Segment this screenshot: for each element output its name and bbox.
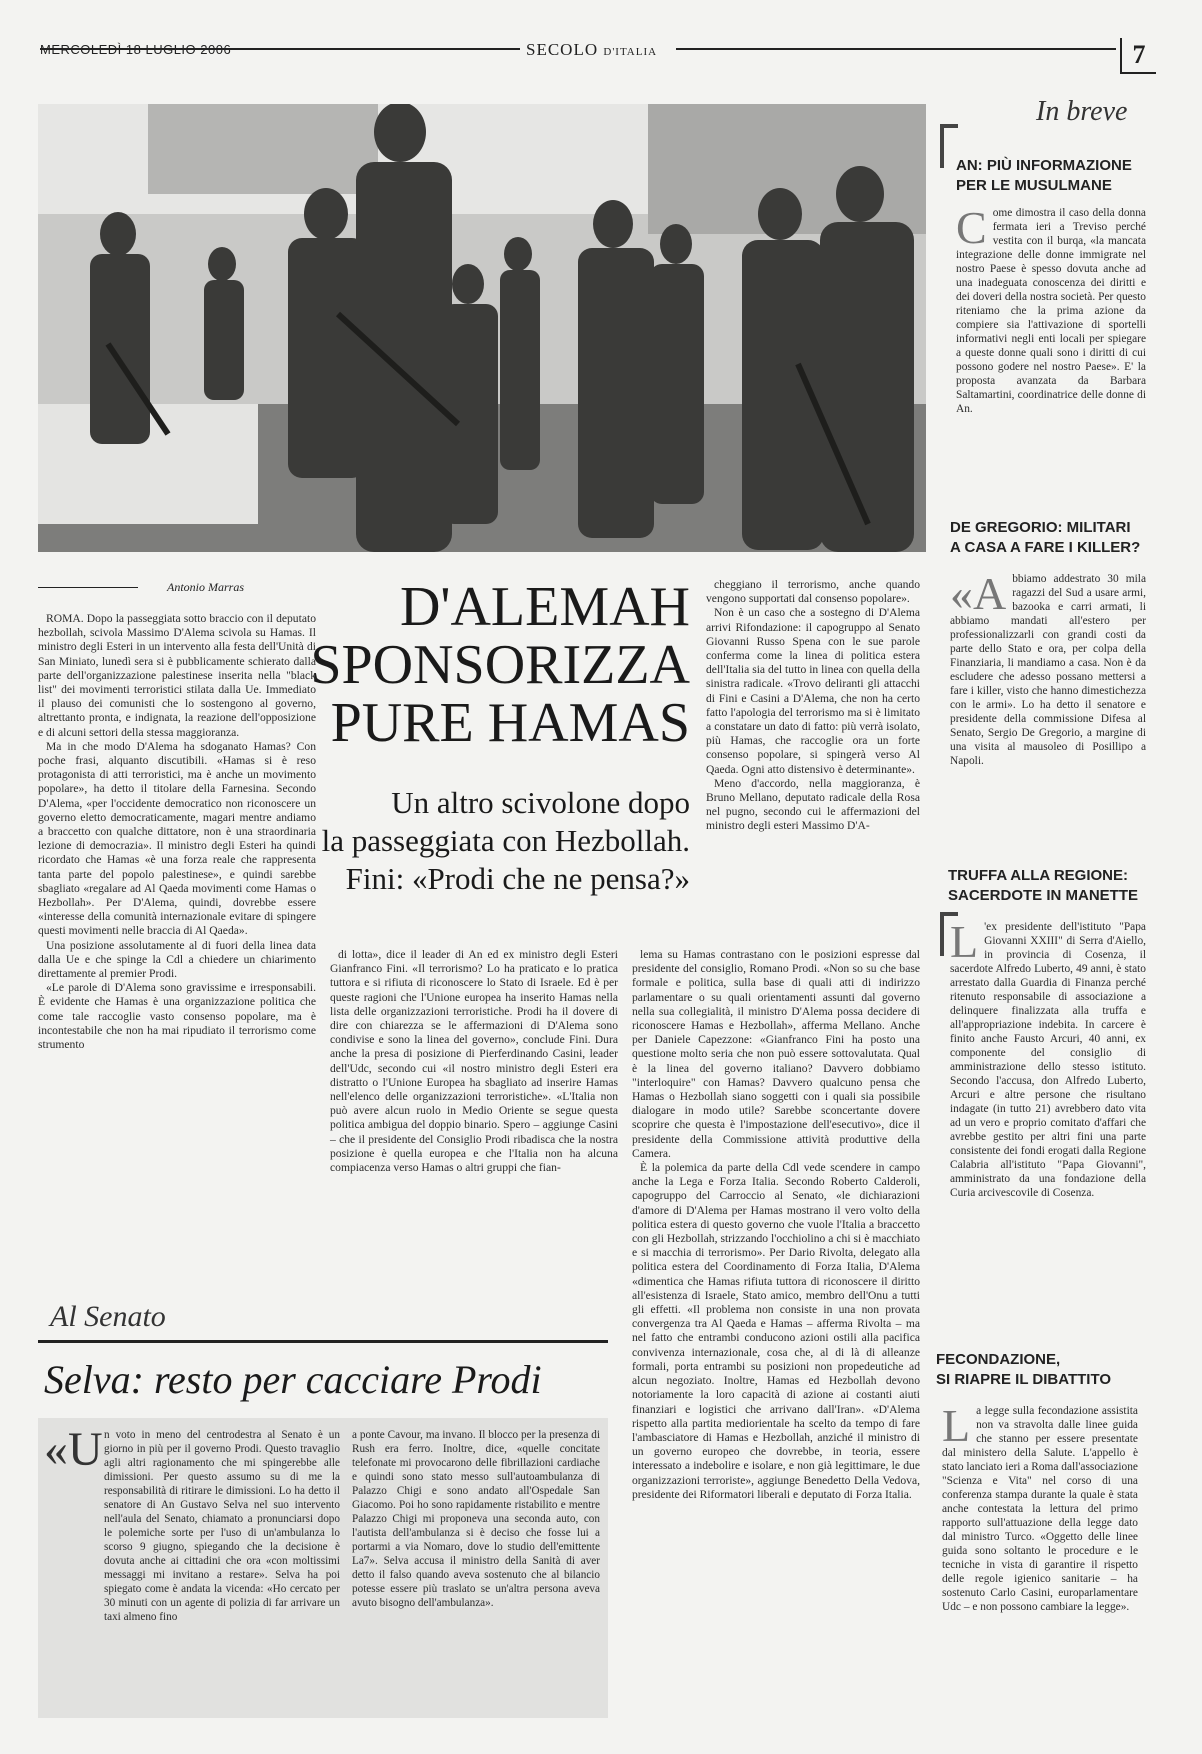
article-column-3-top [706, 578, 920, 834]
article-paragraph: «Le parole di D'Alema sono gravissime e irresponsabili. È evidente che Hamas è una organizzazione politica che come tale raccoglie vasto consenso popolare, ma è incontestabile che non ha mai ripudiato il terrorismo come strumento [38, 981, 316, 1052]
sidebar-heading [936, 1350, 1150, 1390]
newspaper-name-small: D'ITALIA [603, 46, 658, 58]
senato-headline: Selva: resto per cacciare Prodi [44, 1357, 542, 1402]
subhead-line: la passeggiata con Hezbollah. [321, 823, 690, 858]
sidebar-heading [950, 518, 1164, 558]
sidebar-paragraph: ome dimostra il caso della donna fermata ieri a Treviso perché vestita con il burqa, «la mancata integrazione delle donne immigrate nel nostro Paese è spesso dovuta anche ad una inadeguata conoscenza dei diritti e dei doveri della nostra società. Per questo riteniamo che la prima azione da compiere sia l'attivazione di sportelli informativi negli enti locali per spiegare a queste donne quali sono i diritti di cui possono godere nel nostro Paese». E' la proposta avanzata da Barbara Saltamartini, coordinatrice delle donne di An. [956, 207, 1146, 415]
article-subhead [250, 784, 690, 898]
sidebar-heading-line: A CASA A FARE I KILLER? [950, 539, 1141, 556]
issue-date: MERCOLEDÌ 18 LUGLIO 2006 [40, 42, 232, 57]
article-paragraph: Una posizione assolutamente al di fuori della linea data dalla Ue e che spinge la Cdl a chiedere un chiarimento direttamente al premier Prodi. [38, 938, 316, 981]
headline-line: D'ALEMAH [399, 576, 690, 638]
senato-column-2: a ponte Cavour, ma invano. Il blocco per la presenza di Rush era ferro. Inoltre, dice, «quelle concitate telefonate mi provocarono delle fibrillazioni cardiache e quindi sono stato messo sull'autoambulanza di Palazzo Chigi e sono andato all'Ospedale San Giacomo. Poi ho sono rapidamente ristabilito e mentre Palazzo Chigi mi proponeva una seconda auto, con l'autista dell'ambulanza si è deciso che fosse lui a portarmi a via Nomaro, dove lo studio dell'emittente La7». Selva accusa il ministro della Sanità di aver detto il falso quando aveva sostenuto che al bilancio potesse essere più traslato se un'altra persona aveva avuto bisogno dell'ambulanza». [352, 1429, 600, 1609]
article-paragraph: Non è un caso che a sostegno di D'Alema arrivi Rifondazione: il capogruppo al Senato Giovanni Russo Spena con le sue parole conferma come la linea di politica estera dell'Italia sia del tutto in linea con quella della sinistra radicale. «Trovo deliranti gli attacchi di Fini e Casini a D'Alema, che non ha certo fatto l'apologia del terrorismo ma si è limitato a constatare un dato di fatto: più verrà isolato, più Hamas, che raccoglie ora un forte consenso popolare, si spingerà verso Al Qaeda. Ogni atto distensivo è determinante». [706, 606, 920, 776]
sidebar-heading-line: SACERDOTE IN MANETTE [948, 887, 1139, 904]
article-column-3 [632, 948, 920, 1502]
senato-column-1: n voto in meno del centrodestra al Senato è un giorno in più per il governo Prodi. Questo travaglio agli altri ragionamento che mi spingerebbe alle dimissioni. Per questo assumo su di me la responsabilità di ritirare le dimissioni. Lo ha detto il senatore di An Gustavo Selva nel suo intervento nell'aula del Senato, chiamato a pronunciarsi dopo le polemiche sorte per l'uso di un'ambulanza lo scorso 9 giugno, spiegando che la decisione è dovuta anche ai cittadini che ora «con moltissimi messaggi mi invitano a restare». Selva ha poi spiegato come è andata la vicenda: «Ho cercato per 30 minuti con un agente di polizia di far arrivare un taxi almeno fino [104, 1429, 340, 1623]
news-photo [38, 104, 926, 552]
page-number: 7 [1120, 38, 1156, 74]
sidebar-paragraph: bbiamo addestrato 30 mila ragazzi del Sud a usare armi, bazooka e carri armati, li abbiamo mandati all'estero per professionalizzarli con grandi costi da parte dello Stato e ora, per colpa della Finanziaria, li mandiamo a casa. Non è da escludere che adesso possano mettersi a fare i killer, visto che hanno dimestichezza con le armi». Lo ha detto il senatore e presidente della commissione Difesa al Senato, Sergio De Gregorio, a margine di una visita al mausoleo di Posillipo a Napoli. [950, 573, 1146, 767]
article-column-1 [38, 612, 316, 1052]
article-byline: Antonio Marras [38, 580, 244, 595]
sidebar-title: In breve [1036, 96, 1128, 127]
senato-section-label: Al Senato [50, 1300, 166, 1333]
sidebar-heading-line: DE GREGORIO: MILITARI [950, 519, 1131, 536]
article-column-2 [330, 948, 618, 1175]
article-headline [290, 578, 690, 752]
sidebar-heading-line: AN: PIÙ INFORMAZIONE [956, 157, 1132, 174]
article-paragraph: È la polemica da parte della Cdl vede scendere in campo anche la Lega e Forza Italia. Secondo Roberto Calderoli, capogruppo del Carroccio al Senato, «le dichiarazioni d'amore di D'Alema per Hamas mostrano il vero volto della politica estera di questo governo che vuole l'Italia a braccetto con gli Hezbollah, strizzando l'occhiolino a chi si è macchiato e si macchia di terrorismo». Per Dario Rivolta, delegato alla politica estera del Coordinamento di Forza Italia, D'Alema «dimentica che Hamas rifiuta tuttora di riconoscere il diritto all'esistenza di Israele, Stato amico, membro dell'Onu a tutti gli effetti. «Il problema non consiste in una non provata convergenza tra Al Qaeda e Hamas – afferma Rivolta – ma nel fatto che entrambi conducono azioni ostili alla pacifica convivenza internazionale, cosa che, al di là di alleanze formali, porta entrambi su posizioni non propedeutiche ad alcun negoziato. Inoltre, Hamas ed Hezbollah devono notoriamente la loro capacità di azione ai costanti aiuti finanziari e logistici che arrivano dall'Iran». «D'Alema rispetto alla partita mediorientale ha scelto da tempo di fare l'ambasciatore di Hamas e Hezbollah, anziché il ministro di un governo europeo che dovrebbe, in teoria, essere interessato a indebolire e isolare, e non già legittimare, le due organizzazioni terroriste», aggiunge Benedetto Della Vedova, presidente dei Riformatori liberali e deputato di Forza Italia. [632, 1161, 920, 1501]
senato-rule [38, 1340, 608, 1343]
sidebar-heading-line: PER LE MUSULMANE [956, 177, 1112, 194]
sidebar-item-text [942, 1404, 1138, 1744]
sidebar-item-text [950, 920, 1146, 1328]
militants-photo-illustration [38, 104, 926, 552]
article-paragraph: ROMA. Dopo la passeggiata sotto braccio con il deputato hezbollah, scivola Massimo D'Alema scivola su Hamas. Il ministro degli Esteri in un intervento alla festa dell'Unità di San Miniato, lunedì sera si è pubblicamente schierato dalla parte dell'organizzazione palestinese inserita nella "black list" dei movimenti terroristici stilata dalla Ue. Immediato il plauso dei comunisti che lo sostengono al governo, altrettanto pronta, e indignata, la reazione dell'opposizione e di alcuni settori della stessa maggioranza. [38, 612, 316, 739]
article-paragraph: di lotta», dice il leader di An ed ex ministro degli Esteri Gianfranco Fini. «Il terrorismo? Lo ha praticato e lo pratica tuttora e si rifiuta di riconoscere lo Stato di Israele. Ed è per queste ragioni che l'Unione europea ha inserito Hamas nella lista delle organizzazioni terroristiche. Prodi ha il dovere di dire con chiarezza se le affermazioni di D'Alema sono condivise e sono la linea del governo», conclude Fini. Dura anche la presa di posizione di Pierferdinando Casini, leader dell'Udc, secondo cui «il nostro ministro degli Esteri era distratto o l'Unione Europea ha sbagliato ad inserire Hamas nell'elenco delle organizzazioni terroristiche». «L'Italia non può avere alcun ruolo in Medio Oriente se segue questa politica ambigua del doppio binario. Spero – aggiunge Casini – che il presidente del Consiglio Prodi ribadisca che la nostra posizione è quella europea e che l'Italia non ha alcuna compiacenza verso Hamas o altri gruppi che fian- [330, 948, 618, 1175]
article-paragraph: lema su Hamas contrastano con le posizioni espresse dal presidente del consiglio, Romano Prodi. «Non so su che base formale e politica, sulla base di quali atti di indirizzo parlamentare o su quali orientamenti assunti dal governo nella sua collegialità, il ministro D'Alema possa decidere di riconoscere Hamas e Hezbollah», afferma Mellano. Anche per Daniele Capezzone: «Gianfranco Fini ha posto una questione molto seria che non può essere sottovalutata. Qual è la linea del governo italiano? Davvero dobbiamo "interloquire" con Hamas? Davvero qualcuno pensa che Hamas o Hezbollah siano soggetti con i quali sia possibile dialogare in modo utile? Sarebbe sconcertante dovere scoprire che questa è l'impostazione dell'esecutivo», dice il presidente della Commissione attività produttive della Camera. [632, 948, 920, 1160]
dropcap: L [950, 920, 979, 967]
sidebar-heading-line: FECONDAZIONE, [936, 1351, 1061, 1368]
sidebar-paragraph: a legge sulla fecondazione assistita non va stravolta dalle linee guida che stanno per essere presentate dal ministero della Salute. L'appello è stato lanciato ieri a Roma dall'associazione "Scienza e Vita" nel corso di una conferenza stampa durante la quale è stata anche contestata la lettura del primo rapporto sull'attuazione della legge dato dal ministro Turco. «Oggetto delle linee guida sono soltanto le procedure e le tecniche in vista di garantire il rispetto delle regole igienico sanitarie – ha sostenuto Carlo Casini, europarlamentare Udc – e non possono cambiare la legge». [942, 1405, 1138, 1613]
article-paragraph: cheggiano il terrorismo, anche quando vengono supportati dal consenso popolare». [706, 578, 920, 606]
sidebar-item-text [956, 206, 1146, 496]
dropcap: C [956, 206, 987, 253]
subhead-line: Un altro scivolone dopo [391, 785, 690, 820]
sidebar-item-text [950, 572, 1146, 834]
dropcap: L [942, 1404, 971, 1451]
article-paragraph: Ma in che modo D'Alema ha sdoganato Hamas? Con poche frasi, alquanto discutibili. «Hamas si è reso protagonista di atti terroristici, ma è anche un movimento popolare», ha detto il titolare della Farnesina. Secondo D'Alema, «per l'occidente democratico non riconoscere un governo eletto democraticamente, magari mentre andiamo a braccetto con qualche dittatore, non è una straordinaria lezione di democrazia». Il ministro degli Esteri ha quindi ricordato che Hamas «è una forza reale che rappresenta tanta parte del popolo palestinese», e quindi sarebbe sbagliato «regalare ad Al Qaeda movimenti come Hamas o Hezbollah». Per D'Alema, quindi, dovrebbe essere «interesse della comunità internazionale evitare di spingere questi movimenti nelle braccia di Al Qaeda». [38, 739, 316, 938]
headline-line: SPONSORIZZA [310, 634, 690, 696]
sidebar-heading-line: TRUFFA ALLA REGIONE: [948, 867, 1128, 884]
dropcap: «A [950, 572, 1007, 619]
sidebar-heading [948, 866, 1162, 906]
sidebar-paragraph: 'ex presidente dell'istituto "Papa Giovanni XXIII" di Serra d'Aiello, in provincia di Cosenza, il sacerdote Alfredo Luberto, 49 anni, è stato arrestato dalla Guardia di Finanza perché ritenuto responsabile di associazione a delinquere finalizzata alla truffa e all'appropriazione indebita. In carcere è finito anche Fausto Arcuri, 40 anni, ex componente del consiglio di amministrazione dello stesso istituto. Secondo l'accusa, don Alfredo Luberto, Arcuri e altre persone che risultano indagate (in tutto 21) avrebbero dato vita ad un vero e proprio comitato d'affari che avrebbe gestito per altri fini una parte consistente dei fondi erogati dalla Regione Calabria all'istituto "Papa Giovanni", amministrato da una fondazione della Curia arcivescovile di Cosenza. [950, 921, 1146, 1199]
senato-dropquote: «U [44, 1423, 103, 1476]
headline-line: PURE HAMAS [330, 692, 690, 754]
sidebar-heading [956, 156, 1170, 196]
newspaper-name-main: SECOLO [526, 40, 599, 59]
sidebar-heading-line: SI RIAPRE IL DIBATTITO [936, 1371, 1112, 1388]
article-paragraph: Meno d'accordo, nella maggioranza, è Bruno Mellano, deputato radicale della Rosa nel pugno, secondo cui le affermazioni del ministro degli esteri Massimo D'A- [706, 776, 920, 833]
masthead-rule-right [676, 48, 1116, 50]
subhead-line: Fini: «Prodi che ne pensa?» [345, 861, 690, 896]
newspaper-name [526, 40, 657, 60]
